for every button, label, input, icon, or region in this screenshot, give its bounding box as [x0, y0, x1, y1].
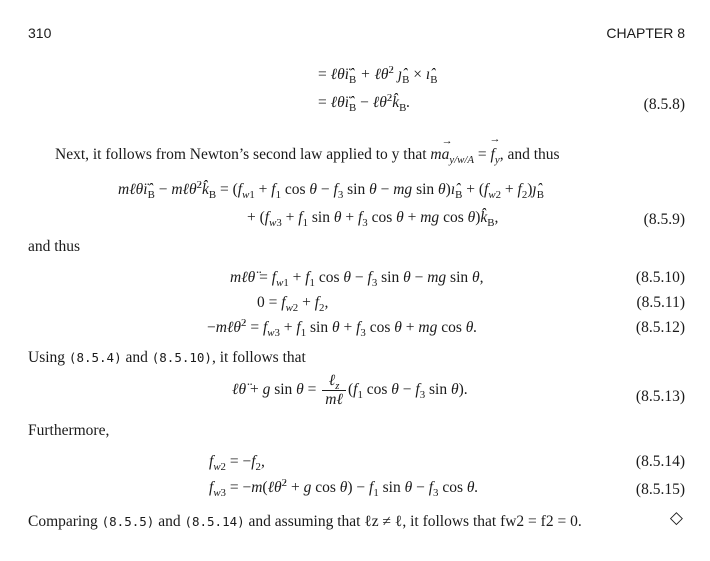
eq-8-5-13: ℓθ̈ + g sin θ = $\frac{\ell_z}{\text{mℓ}}$ ($f_1$ $\cos \theta - f_3$ sin θ). [232, 372, 468, 408]
page-number: 310 [28, 25, 52, 41]
newton-paragraph: Next, it follows from Newton’s second law applied to y that ma → $_{y/w/A}$ = f → $_y$, and thus [55, 133, 560, 167]
ref-8-5-5: (8.5.5) [101, 514, 155, 529]
eq-8-5-10-number: (8.5.10) [635, 269, 685, 286]
eq-8-5-12: −mℓθ̇$^2$ = $f_{w3} + f_1$ $\sin \theta + f_3$ cos θ + mg cos θ. [207, 316, 478, 340]
eq-8-5-14: $f_{w2} = -f_2$, [209, 453, 265, 474]
eq-8-5-15-number: (8.5.15) [635, 481, 685, 498]
eq-8-5-15: $f_{w3}$ = −m(ℓθ̇$^2$ + g $\cos \theta) - f_1$ $\sin \theta - f_3$ cos θ. [209, 476, 479, 500]
eq-8-5-9-number: (8.5.9) [643, 211, 685, 228]
eq-8-5-9-line-1: $m\ell\thetäı̂_B$ − $m\ell\thetȧ^2k̂_B = (f_{w1} + f_1$ $\cos \theta - f_3$ sin θ − mg $\sin \theta)ı̂_B + (f_{w2}$ + $f_2)ȷ̂_B$ [118, 178, 544, 202]
eq-8-5-14-number: (8.5.14) [635, 453, 685, 470]
qed-diamond-icon: ◇ [669, 508, 683, 527]
eq-8-5-9-line-2: + ($f_{w3} + f_1$ $\sin \theta + f_3$ cos θ + mg $\cos \theta)k̂_B$, [247, 209, 499, 230]
comparing-paragraph: Comparing (8.5.5) and (8.5.14) and assuming that ℓz ≠ ℓ, it follows that fw2 = f2 = 0. [28, 513, 582, 530]
ref-8-5-10: (8.5.10) [151, 350, 212, 365]
ref-8-5-14: (8.5.14) [184, 514, 245, 529]
eq-8-5-11-number: (8.5.11) [636, 294, 685, 311]
using-paragraph: Using (8.5.4) and (8.5.10), it follows that [28, 349, 306, 366]
eq-8-5-13-number: (8.5.13) [635, 388, 685, 405]
eq-8-5-8-number: (8.5.8) [643, 96, 685, 113]
ref-8-5-4: (8.5.4) [68, 350, 122, 365]
newton-law: ma → $_{y/w/A}$ = f → $_y$ [430, 133, 501, 167]
eq-8-5-8-line-1: = $\ell\thetäı̂_B$ + ℓθ̇$^2$ $ȷ̂_B$ × $ı̂_B$ [318, 63, 438, 87]
chapter-title: CHAPTER 8 [606, 25, 685, 41]
furthermore-text: Furthermore, [28, 422, 110, 439]
eq-8-5-8-line-2: = $\ell\thetäı̂_B$ − $\ell\thetȧ^2k̂_B$. [318, 91, 411, 115]
eq-8-5-11: $0 = f_{w2} + f_2$, [257, 294, 329, 315]
and-thus-text: and thus [28, 238, 81, 255]
eq-8-5-12-number: (8.5.12) [635, 319, 685, 336]
eq-8-5-10: mℓθ̈ = $f_{w1} + f_1$ $\cos \theta - f_3$ sin θ − mg sin θ, [230, 269, 484, 290]
fraction-lz-over-ml: $\frac{\ell_z}{\text{mℓ}}$ [322, 372, 346, 409]
